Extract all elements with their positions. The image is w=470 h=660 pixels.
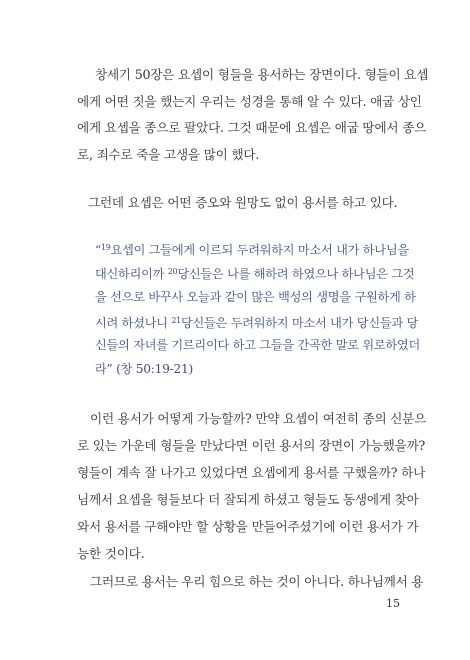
text-line: 그러므로 용서는 우리 힘으로 하는 것이 아니다. 하나님께서 용 <box>90 574 424 589</box>
text-line: 이런 용서가 어떻게 가능할까? 만약 요셉이 여전히 종의 신분으 <box>90 411 427 426</box>
quote-line-3 <box>95 288 416 306</box>
verse-text: 당신들은 두려워하지 마소서 내가 당신들과 당 <box>180 316 419 330</box>
paragraph-1-line-1 <box>95 66 429 84</box>
paragraph-3-line-3 <box>77 464 426 482</box>
quote-open-mark: “ <box>95 243 101 257</box>
paragraph-3-line-5 <box>77 518 419 536</box>
text-line: 에게 어떤 짓을 했는지 우리는 성경을 통해 알 수 있다. 애굽 상인 <box>77 94 422 109</box>
paragraph-3-line-2 <box>77 437 426 455</box>
verse-text: 시려 하셨나니 <box>95 316 172 330</box>
text-line: 에게 요셉을 종으로 팔았다. 그것 때문에 요셉은 애굽 땅에서 종으 <box>77 120 427 135</box>
verse-text: 을 선으로 바꾸사 오늘과 같이 많은 백성의 생명을 구원하게 하 <box>95 290 416 304</box>
verse-text: 신들의 자녀를 기르리이다 하고 그들을 간곡한 말로 위로하였더 <box>95 338 420 352</box>
text-line: 능한 것이다. <box>77 546 145 561</box>
quote-line-1 <box>95 239 409 259</box>
paragraph-4-line-1 <box>90 573 424 591</box>
paragraph-3-line-1 <box>90 410 427 428</box>
text-line: 그런데 요셉은 어떤 증오와 원망도 없이 용서를 하고 있다. <box>88 195 398 210</box>
verse-text: 당신들은 나를 해하려 하였으나 하나님은 그것 <box>177 267 415 281</box>
paragraph-1-line-2 <box>77 93 422 111</box>
paragraph-1-line-4 <box>77 146 407 164</box>
paragraph-1-line-3 <box>77 119 427 137</box>
page-number: 15 <box>386 597 400 610</box>
verse-number-19: 19 <box>100 243 111 252</box>
quote-line-6 <box>95 360 405 378</box>
quote-line-4 <box>95 312 419 332</box>
verse-number-20: 20 <box>167 267 178 276</box>
text-line: 와서 용서를 구해야만 할 상황을 만들어주셨기에 이런 용서가 가 <box>77 519 419 534</box>
verse-text: 대신하리이까 <box>95 267 168 281</box>
paragraph-3-line-6 <box>77 545 408 563</box>
text-line: 형들이 계속 잘 나가고 있었다면 요셉에게 용서를 구했을까? 하나 <box>77 465 426 480</box>
paragraph-3-line-4 <box>77 491 419 509</box>
paragraph-2-line-1 <box>88 194 408 212</box>
verse-text: 요셉이 그들에게 이르되 두려워하지 마소서 내가 하나님을 <box>110 243 409 257</box>
text-line: 님께서 요셉을 형들보다 더 잘되게 하셨고 형들도 동생에게 찾아 <box>77 492 419 507</box>
quote-line-5 <box>95 336 420 354</box>
verse-number-21: 21 <box>171 316 181 325</box>
text-line: 로, 죄수로 죽을 고생을 많이 했다. <box>77 147 260 162</box>
text-line: 창세기 50장은 요셉이 형들을 용서하는 장면이다. 형들이 요셉 <box>95 67 429 82</box>
quote-line-2 <box>95 263 415 283</box>
text-line: 로 있는 가운데 형들을 만났다면 이런 용서의 장면이 가능했을까? <box>77 438 426 453</box>
verse-reference: 라” (창 50:19-21) <box>95 362 194 376</box>
